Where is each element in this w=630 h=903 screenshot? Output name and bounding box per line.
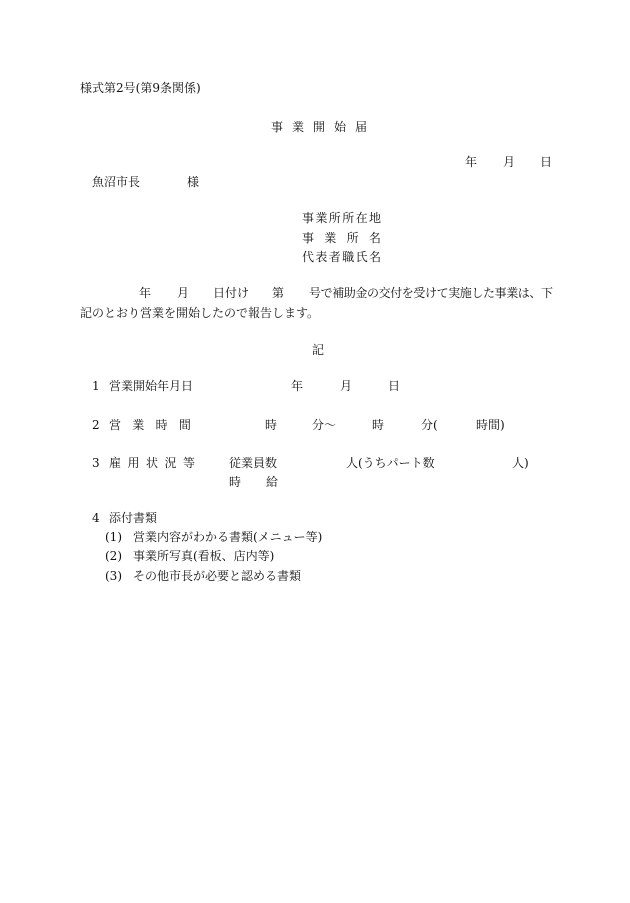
item-label-start-date: 営業開始年月日 — [109, 379, 194, 393]
item-label-business-hours: 営業時間 — [109, 418, 203, 432]
date-day: 日 — [540, 155, 553, 169]
date-month: 月 — [503, 155, 516, 169]
body-text-line2: 記のとおり営業を開始したので報告します。 — [80, 306, 320, 320]
addressee-honorific: 様 — [187, 175, 200, 189]
applicant-address-label: 事業所所在地 — [302, 211, 383, 225]
hours-close-hour: 時 — [372, 418, 385, 432]
attachment-text: 営業内容がわかる書類(メニュー等) — [133, 530, 323, 544]
start-date-year: 年 — [291, 379, 304, 393]
start-date-day: 日 — [388, 379, 401, 393]
ki-heading: 記 — [312, 343, 325, 357]
item-label-employment: 雇用状況等 — [109, 456, 202, 470]
body-year: 年 — [139, 286, 152, 300]
hours-total: 時間) — [476, 418, 505, 432]
form-title: 事業開始届 — [271, 120, 377, 134]
hours-open-minute: 分～ — [312, 418, 337, 432]
body-day: 日付け — [213, 286, 250, 300]
part-time-count-close: 人) — [512, 456, 529, 470]
body-number-prefix: 第 — [272, 286, 285, 300]
body-text-line1: 号で補助金の交付を受けて実施した事業は、下 — [309, 286, 553, 300]
applicant-rep-label: 代表者職氏名 — [302, 250, 383, 264]
attachment-text: 事業所写真(看板、店内等) — [133, 549, 275, 563]
hours-close-minute: 分( — [421, 418, 438, 432]
item-number: 1 — [92, 379, 100, 393]
form-number: 様式第2号(第9条関係) — [80, 81, 201, 95]
date-year: 年 — [465, 155, 478, 169]
item-label-attachments: 添付書類 — [109, 511, 158, 525]
hours-open-hour: 時 — [265, 418, 278, 432]
item-number: 3 — [92, 456, 100, 470]
attachment-text: その他市長が必要と認める書類 — [133, 569, 302, 583]
attachment-number: (1) — [105, 530, 122, 544]
hourly-wage-label: 時給 — [229, 475, 304, 489]
item-number: 2 — [92, 418, 100, 432]
attachment-number: (3) — [105, 569, 122, 583]
start-date-month: 月 — [340, 379, 353, 393]
attachment-number: (2) — [105, 549, 122, 563]
body-month: 月 — [177, 286, 190, 300]
applicant-office-label: 事業所名 — [302, 231, 392, 245]
part-time-count-label: 人(うちパート数 — [346, 456, 435, 470]
employee-count-label: 従業員数 — [229, 456, 278, 470]
item-number: 4 — [92, 511, 100, 525]
addressee-name: 魚沼市長 — [92, 175, 141, 189]
